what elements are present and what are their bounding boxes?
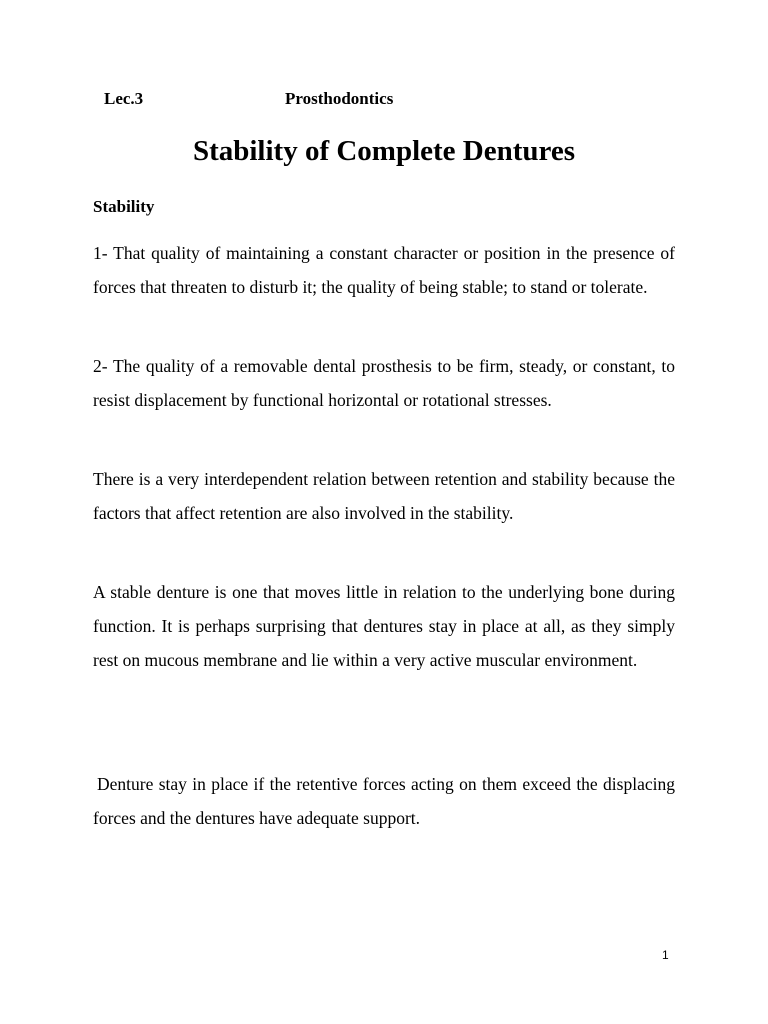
- document-header: [104, 89, 394, 109]
- page-title: Stability of Complete Dentures: [192, 135, 576, 167]
- lecture-number: Lec.3: [104, 89, 144, 108]
- subject-name: Prosthodontics: [285, 89, 394, 108]
- stable-denture-paragraph: A stable denture is one that moves little in relation to the underlying bone during function. It is perhaps surprising that dentures stay in place at all, as they simply rest on mucous membrane and lie within a very active muscular environment.: [93, 582, 675, 670]
- page-number: 1: [662, 948, 669, 962]
- section-heading: Stability: [93, 197, 155, 216]
- definition-paragraph-2: 2- The quality of a removable dental prosthesis to be firm, steady, or constant, to resist displacement by functional horizontal or rotational stresses.: [93, 356, 675, 410]
- denture-forces-paragraph: Denture stay in place if the retentive forces acting on them exceed the displacing forces and the dentures have adequate support.: [93, 774, 675, 828]
- definition-paragraph-1: 1- That quality of maintaining a constant character or position in the presence of forces that threaten to disturb it; the quality of being stable; to stand or tolerate.: [93, 243, 675, 297]
- retention-relation-paragraph: There is a very interdependent relation between retention and stability because the factors that affect retention are also involved in the stability.: [93, 469, 675, 523]
